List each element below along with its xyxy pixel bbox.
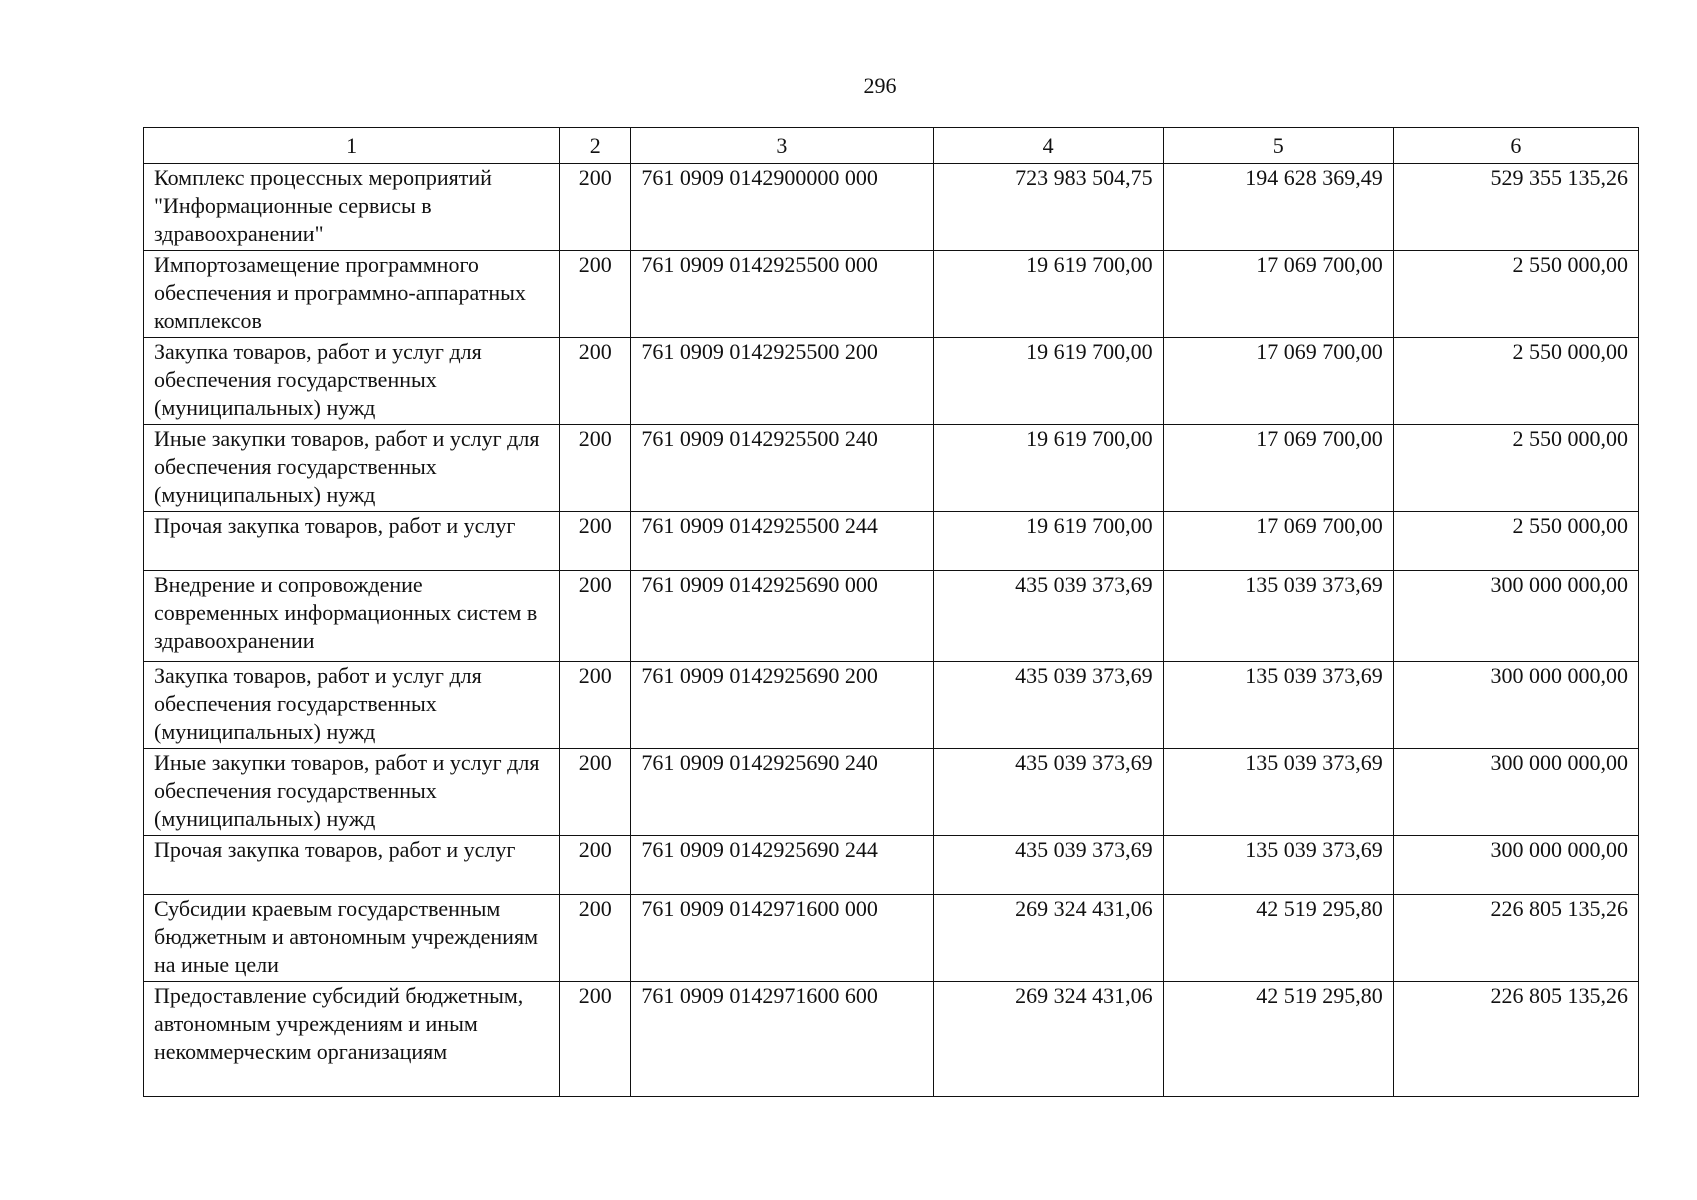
row-name: Комплекс процессных мероприятий "Информационные сервисы в здравоохранении"	[144, 164, 560, 251]
row-code: 200	[560, 982, 631, 1097]
row-kbk: 761 0909 0142971600 000	[631, 895, 933, 982]
row-value-5: 17 069 700,00	[1163, 251, 1393, 338]
row-value-4: 19 619 700,00	[933, 425, 1163, 512]
row-value-5: 17 069 700,00	[1163, 338, 1393, 425]
row-value-6: 300 000 000,00	[1393, 836, 1638, 895]
row-value-6: 529 355 135,26	[1393, 164, 1638, 251]
table-row	[144, 512, 1639, 571]
table-row	[144, 749, 1639, 836]
row-kbk: 761 0909 0142925690 244	[631, 836, 933, 895]
row-name: Субсидии краевым государственным бюджетным и автономным учреждениям на иные цели	[144, 895, 560, 982]
table-row	[144, 895, 1639, 982]
row-kbk: 761 0909 0142925690 200	[631, 662, 933, 749]
row-value-4: 435 039 373,69	[933, 836, 1163, 895]
table-row	[144, 662, 1639, 749]
row-name: Прочая закупка товаров, работ и услуг	[144, 512, 560, 571]
row-code: 200	[560, 836, 631, 895]
row-value-5: 42 519 295,80	[1163, 982, 1393, 1097]
row-code: 200	[560, 571, 631, 662]
row-code: 200	[560, 895, 631, 982]
row-value-4: 269 324 431,06	[933, 895, 1163, 982]
row-value-6: 2 550 000,00	[1393, 251, 1638, 338]
row-name: Прочая закупка товаров, работ и услуг	[144, 836, 560, 895]
column-header: 2	[560, 128, 631, 164]
row-code: 200	[560, 164, 631, 251]
row-kbk: 761 0909 0142925500 200	[631, 338, 933, 425]
row-value-5: 17 069 700,00	[1163, 425, 1393, 512]
row-value-4: 435 039 373,69	[933, 662, 1163, 749]
row-value-5: 135 039 373,69	[1163, 836, 1393, 895]
row-value-5: 135 039 373,69	[1163, 749, 1393, 836]
row-name: Внедрение и сопровождение современных информационных систем в здравоохранении	[144, 571, 560, 662]
row-value-4: 269 324 431,06	[933, 982, 1163, 1097]
column-header: 6	[1393, 128, 1638, 164]
row-value-6: 2 550 000,00	[1393, 425, 1638, 512]
column-header: 5	[1163, 128, 1393, 164]
row-kbk: 761 0909 0142925500 000	[631, 251, 933, 338]
column-header: 1	[144, 128, 560, 164]
row-value-4: 723 983 504,75	[933, 164, 1163, 251]
row-code: 200	[560, 512, 631, 571]
row-name: Предоставление субсидий бюджетным, автономным учреждениям и иным некоммерческим организациям	[144, 982, 560, 1097]
table-row	[144, 251, 1639, 338]
row-value-5: 194 628 369,49	[1163, 164, 1393, 251]
table-row	[144, 836, 1639, 895]
budget-table	[143, 127, 1639, 1097]
row-value-6: 300 000 000,00	[1393, 662, 1638, 749]
row-value-4: 19 619 700,00	[933, 251, 1163, 338]
row-kbk: 761 0909 0142925690 000	[631, 571, 933, 662]
table-header-row	[144, 128, 1639, 164]
row-kbk: 761 0909 0142925690 240	[631, 749, 933, 836]
row-kbk: 761 0909 0142900000 000	[631, 164, 933, 251]
row-name: Иные закупки товаров, работ и услуг для обеспечения государственных (муниципальных) нужд	[144, 749, 560, 836]
row-value-6: 300 000 000,00	[1393, 571, 1638, 662]
row-value-6: 2 550 000,00	[1393, 512, 1638, 571]
row-name: Закупка товаров, работ и услуг для обеспечения государственных (муниципальных) нужд	[144, 338, 560, 425]
row-value-5: 17 069 700,00	[1163, 512, 1393, 571]
row-value-6: 2 550 000,00	[1393, 338, 1638, 425]
row-value-6: 226 805 135,26	[1393, 982, 1638, 1097]
row-kbk: 761 0909 0142925500 240	[631, 425, 933, 512]
row-value-4: 19 619 700,00	[933, 512, 1163, 571]
row-value-4: 19 619 700,00	[933, 338, 1163, 425]
row-value-4: 435 039 373,69	[933, 571, 1163, 662]
row-code: 200	[560, 251, 631, 338]
row-value-4: 435 039 373,69	[933, 749, 1163, 836]
row-kbk: 761 0909 0142971600 600	[631, 982, 933, 1097]
row-value-6: 300 000 000,00	[1393, 749, 1638, 836]
row-name: Импортозамещение программного обеспечения и программно-аппаратных комплексов	[144, 251, 560, 338]
row-name: Закупка товаров, работ и услуг для обеспечения государственных (муниципальных) нужд	[144, 662, 560, 749]
row-value-5: 42 519 295,80	[1163, 895, 1393, 982]
table-row	[144, 338, 1639, 425]
row-code: 200	[560, 749, 631, 836]
table-row	[144, 164, 1639, 251]
row-code: 200	[560, 425, 631, 512]
row-code: 200	[560, 338, 631, 425]
row-value-5: 135 039 373,69	[1163, 662, 1393, 749]
column-header: 3	[631, 128, 933, 164]
table-row	[144, 982, 1639, 1097]
table-row	[144, 571, 1639, 662]
row-name: Иные закупки товаров, работ и услуг для обеспечения государственных (муниципальных) нужд	[144, 425, 560, 512]
row-value-6: 226 805 135,26	[1393, 895, 1638, 982]
row-kbk: 761 0909 0142925500 244	[631, 512, 933, 571]
page-number: 296	[863, 73, 897, 98]
table-row	[144, 425, 1639, 512]
row-code: 200	[560, 662, 631, 749]
column-header: 4	[933, 128, 1163, 164]
row-value-5: 135 039 373,69	[1163, 571, 1393, 662]
